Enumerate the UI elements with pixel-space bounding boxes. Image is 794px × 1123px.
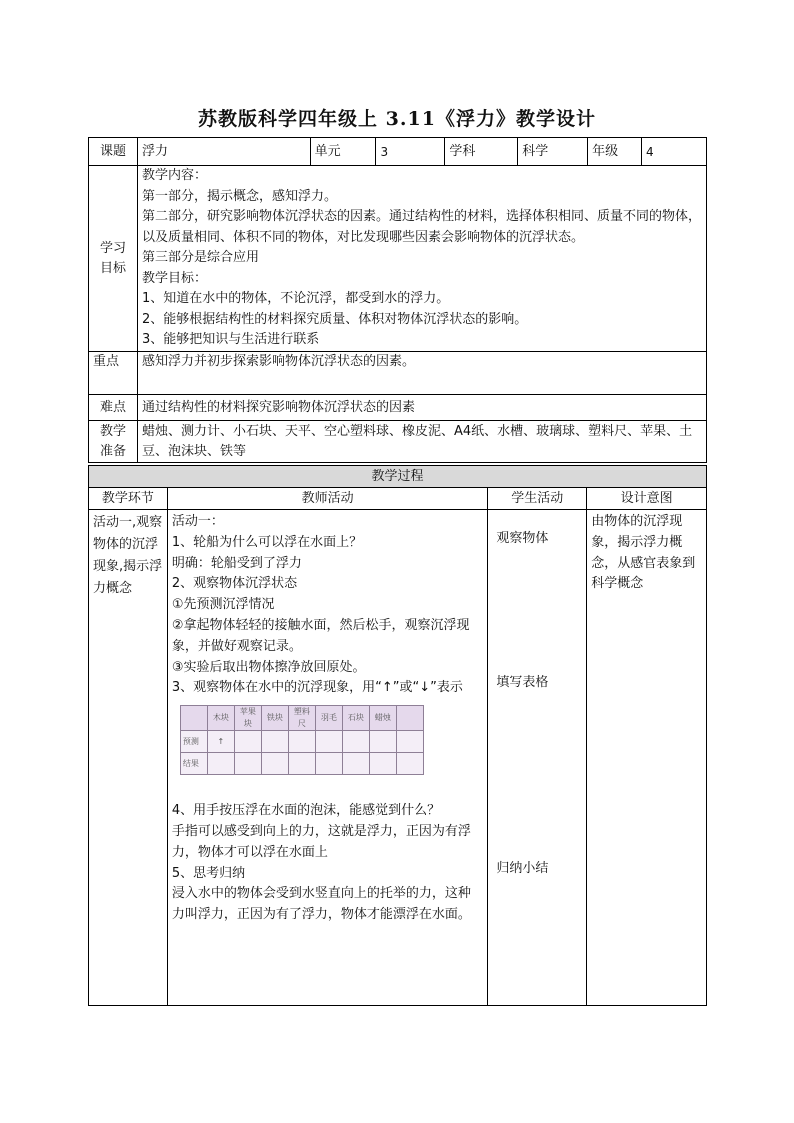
teacher-line: 明确：轮船受到了浮力 <box>171 555 302 571</box>
grade-label: 年级 <box>588 138 642 166</box>
observation-cell <box>234 753 261 775</box>
col-teacher: 教师活动 <box>167 488 488 510</box>
teacher-activity <box>167 510 488 1006</box>
prep-text: 蜡烛、测力计、小石块、天平、空心塑料球、橡皮泥、A4纸、水槽、玻璃球、塑料尺、苹果、土豆、泡沫块、铁等 <box>137 421 706 463</box>
teacher-line: 活动一： <box>171 514 224 529</box>
process-table <box>88 465 707 1006</box>
observation-cell <box>288 731 315 753</box>
student-line: 归纳小结 <box>496 861 549 876</box>
focus-label: 重点 <box>89 352 138 395</box>
goals-line: 3、能够把知识与生活进行联系 <box>141 332 320 347</box>
unit-label: 单元 <box>310 138 376 166</box>
observation-cell <box>315 731 342 753</box>
observation-table <box>180 705 424 775</box>
observation-header: 苹果块 <box>234 706 261 731</box>
col-stage: 教学环节 <box>89 488 168 510</box>
observation-cell <box>342 753 369 775</box>
goals-line: 教学目标： <box>141 270 207 286</box>
teacher-line: ②拿起物体轻轻的接触水面，然后松手，观察沉浮现象，并做好观察记录。 <box>171 617 470 654</box>
teacher-line: 5、思考归纳 <box>171 865 246 881</box>
teacher-line: 3、观察物体在水中的沉浮现象，用“↑”或“↓”表示 <box>171 680 463 696</box>
teacher-line: 2、观察物体沉浮状态 <box>171 576 298 592</box>
spacer <box>172 781 484 801</box>
observation-header <box>180 706 207 731</box>
teacher-line: 1、轮船为什么可以浮在水面上？ <box>171 534 363 550</box>
observation-cell <box>369 753 396 775</box>
prep-label <box>89 421 138 463</box>
observation-row-label: 预测 <box>180 731 207 753</box>
observation-cell <box>315 753 342 775</box>
observation-cell <box>234 731 261 753</box>
subject-label: 学科 <box>445 138 518 166</box>
goals-line: 第二部分，研究影响物体沉浮状态的因素。通过结构性的材料，选择体积相同、质量不同的物体，以及质量相同、体积不同的物体，对比发现哪些因素会影响物体的沉浮状态。 <box>141 209 701 245</box>
col-intent: 设计意图 <box>587 488 707 510</box>
goals-line: 教学内容： <box>141 168 207 183</box>
stage-cell: 活动一,观察物体的沉浮现象,揭示浮力概念 <box>89 510 168 1006</box>
observation-header: 蜡烛 <box>369 706 396 731</box>
goals-label-line2: 目标 <box>99 260 126 276</box>
goals-line: 2、能够根据结构性的材料探究质量、体积对物体沉浮状态的影响。 <box>141 311 528 327</box>
goals-line: 1、知道在水中的物体，不论沉浮，都受到水的浮力。 <box>141 291 450 306</box>
goals-line: 第一部分，揭示概念，感知浮力。 <box>141 188 337 204</box>
observation-cell <box>288 753 315 775</box>
prep-label-line2: 准备 <box>99 443 126 459</box>
observation-header: 木块 <box>207 706 234 731</box>
observation-header: 铁块 <box>261 706 288 731</box>
teacher-line: 手指可以感受到向上的力，这就是浮力，正因为有浮力，物体才可以浮在水面上 <box>171 823 471 860</box>
grade-value: 4 <box>642 138 707 166</box>
observation-cell <box>207 753 234 775</box>
topic-label: 课题 <box>89 138 138 166</box>
col-student: 学生活动 <box>488 488 587 510</box>
subject-value: 科学 <box>518 138 588 166</box>
goals-label-line1: 学习 <box>99 240 126 256</box>
observation-header <box>396 706 423 731</box>
lesson-info-table <box>88 137 707 463</box>
goals-label <box>89 166 138 352</box>
prep-label-line1: 教学 <box>99 423 126 439</box>
teacher-line: ③实验后取出物体擦净放回原处。 <box>171 659 366 675</box>
student-line: 填写表格 <box>496 675 549 690</box>
student-activity <box>488 510 587 1006</box>
teacher-line: 浸入水中的物体会受到水竖直向上的托举的力，这种力叫浮力，正因为有了浮力，物体才能漂浮在水面。 <box>171 886 471 923</box>
observation-cell <box>261 731 288 753</box>
observation-cell <box>396 731 423 753</box>
observation-header: 石块 <box>342 706 369 731</box>
difficulty-label: 难点 <box>89 395 138 421</box>
document-title: 苏教版科学四年级上 3.11《浮力》教学设计 <box>198 108 596 130</box>
observation-cell <box>396 753 423 775</box>
goals-line: 第三部分是综合应用 <box>141 250 259 265</box>
student-line: 观察物体 <box>496 531 549 546</box>
observation-header: 塑料尺 <box>288 706 315 731</box>
difficulty-text: 通过结构性的材料探究影响物体沉浮状态的因素 <box>137 395 706 421</box>
teacher-line: 4、用手按压浮在水面的泡沫，能感觉到什么？ <box>171 803 441 819</box>
unit-value: 3 <box>376 138 445 166</box>
observation-cell <box>342 731 369 753</box>
topic-value: 浮力 <box>137 138 310 166</box>
observation-header: 羽毛 <box>315 706 342 731</box>
observation-row-label: 结果 <box>180 753 207 775</box>
teacher-line: ①先预测沉浮情况 <box>171 597 275 613</box>
observation-cell: ↑ <box>207 731 234 753</box>
process-section-title: 教学过程 <box>89 466 707 488</box>
observation-cell <box>369 731 396 753</box>
focus-text: 感知浮力并初步探索影响物体沉浮状态的因素。 <box>137 352 706 395</box>
design-intent: 由物体的沉浮现象，揭示浮力概念，从感官表象到科学概念 <box>587 510 707 1006</box>
observation-cell <box>261 753 288 775</box>
goals-content <box>137 166 706 352</box>
